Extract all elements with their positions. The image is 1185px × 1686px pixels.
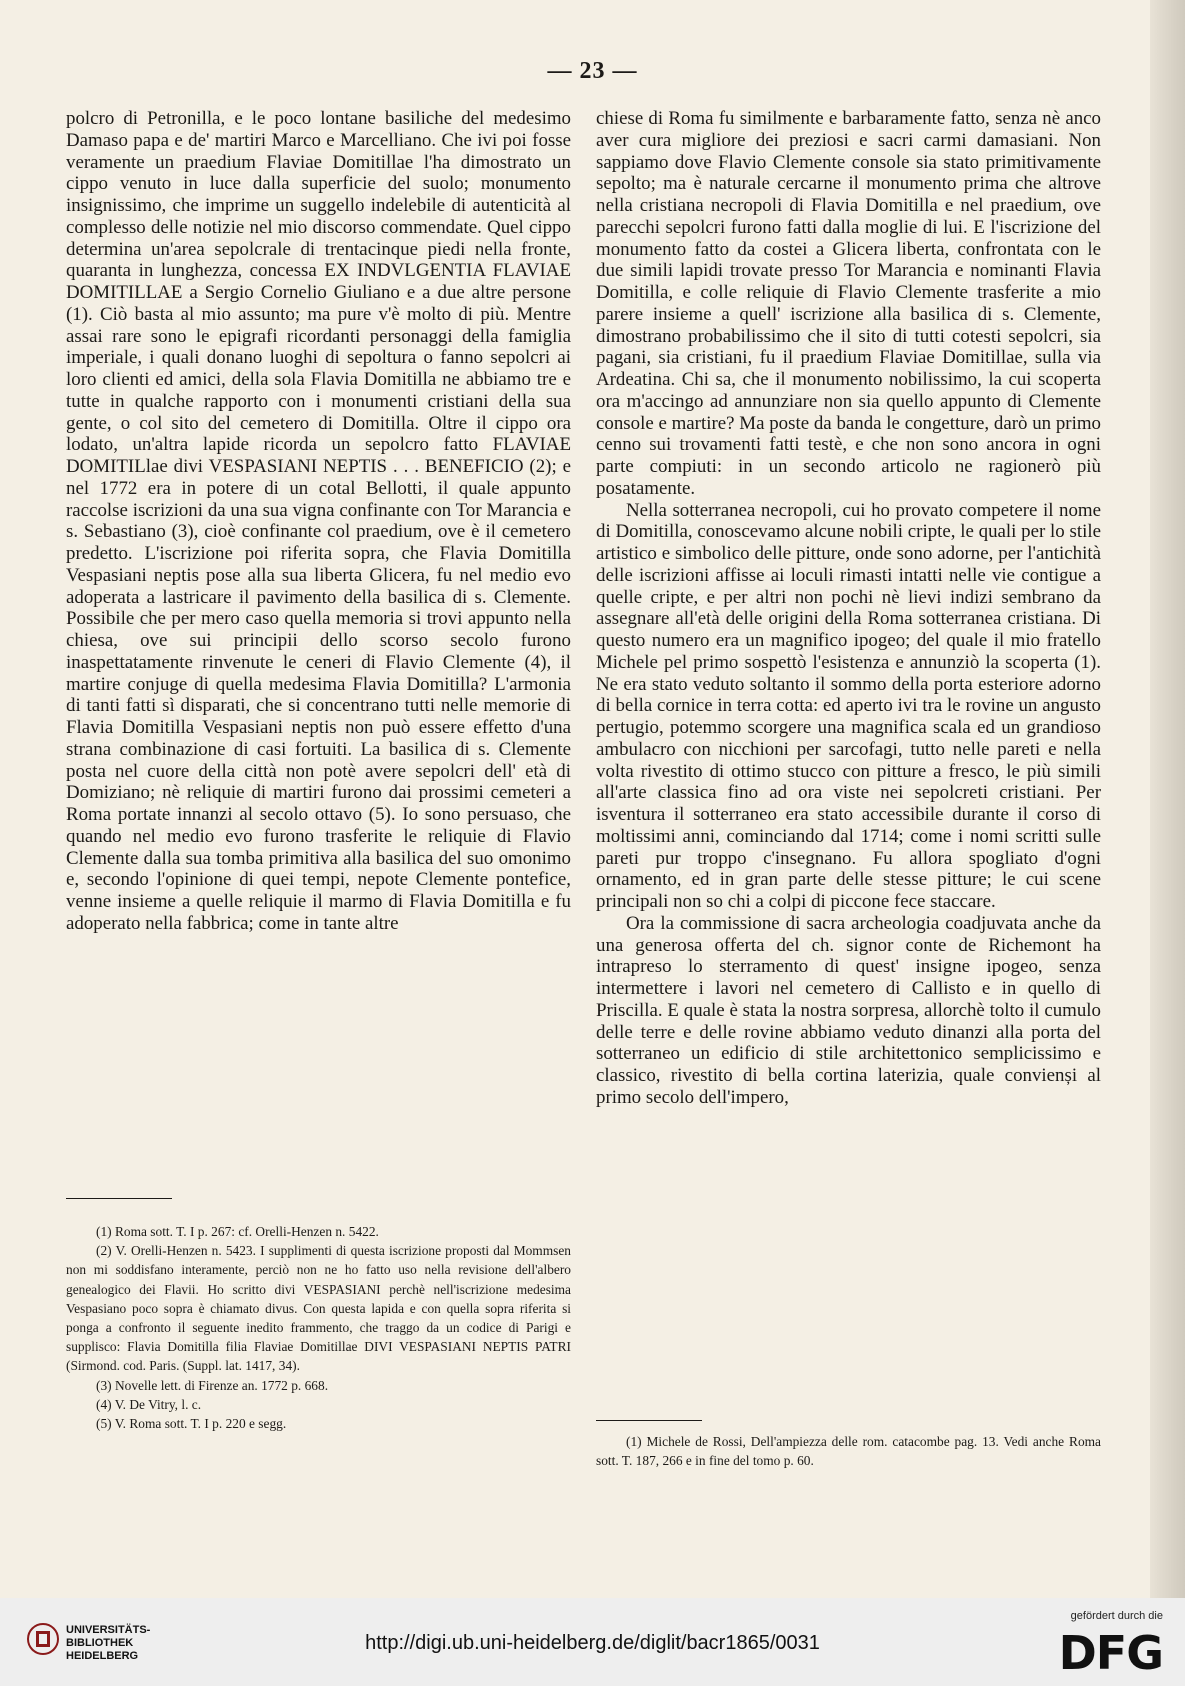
library-name: UNIVERSITÄTS- BIBLIOTHEK HEIDELBERG	[66, 1624, 151, 1662]
footnote: (2) V. Orelli-Henzen n. 5423. I supplimenti di questa iscrizione proposti dal Mommsen non mi soddisfano interamente, perciò non ne ho fatto uso nella revisione dell'albero genealogico dei Flavii. Ho scritto divi VESPASIANI perchè nell'iscrizione medesima Vespasiano poco sopra è chiamato divus. Con questa lapida e con quella sopra riferita si ponga a confronto il seguente inedito frammento, che traggo da un codice di Parigi e supplisco: Flavia Domitilla filia Flaviae Domitillae DIVI VESPASIANI NEPTIS PATRI (Sirmond. cod. Paris. (Suppl. lat. 1417, 34).	[66, 1243, 571, 1374]
left-column-paragraph: polcro di Petronilla, e le poco lontane basiliche del medesimo Damaso papa e de' martiri Marco e Marcelliano. Che ivi poi fosse veramente un praedium Flaviae Domitillae l'ha dimostrato un cippo venuto in luce dalla superficie del suolo; monumento insignissimo, che imprime un suggello indelebile di autenticità al complesso delle notizie nel mio discorso commendate. Quel cippo determina un'area sepolcrale di trentacinque piedi nella fronte, quaranta in lunghezza, concessa EX INDVLGENTIA FLAVIAE DOMITILLAE a Sergio Cornelio Giuliano e a due altre persone (1). Ciò basta al mio assunto; ma pure v'è molto di più. Mentre assai rare sono le epigrafi ricordanti personaggi della famiglia imperiale, i quali donano luoghi di sepoltura o fanno sepolcri ai loro clienti ed amici, della sola Flavia Domitilla ne abbiamo tre e tutte in qualche rapporto con i monumenti cristiani della sua gente, o col sito del cemetero di Domitilla. Oltre il cippo ora lodato, un'altra lapide ricorda un sepolcro fatto FLAVIAE DOMITILlae divi VESPASIANI NEPTIS . . . BENEFICIO (2); e nel 1772 era in potere di un cotal Bellotti, il quale appunto raccolse iscrizioni da una sua vigna confinante con Tor Marancia e s. Sebastiano (3), cioè confinante col praedium, ove è il cemetero predetto. L'iscrizione poi riferita sopra, che Flavia Domitilla Vespasiani neptis pose alla sua liberta Glicera, fu nel medio evo adoperata a lastricare il pavimento della basilica di s. Clemente. Possibile che per mero caso quella memoria si trovi appunto nella chiesa, ove sui principii dello scorso secolo furono inaspettatamente rinvenute le ceneri di Flavio Clemente (4), il martire conjuge di quella medesima Flavia Domitilla? L'armonia di tanti fatti sì disparati, che si concentrano tutti nelle memorie di Flavia Domitilla Vespasiani neptis non può essere effetto d'una strana combinazione di casi fortuiti. La basilica di s. Clemente posta nel cuore della città non potè avere sepolcri dell' età di Domiziano; nè reliquie di martiri furono dai prossimi cemeteri a Roma portate innanzi al secolo ottavo (5). Io sono persuaso, che quando nel medio evo furono trasferite le reliquie di Flavio Clemente dalla sua tomba primitiva alla basilica del suo omonimo e, secondo l'opinione di quei tempi, nepote Clemente pontefice, venne insieme a quelle reliquie il marmo di Flavia Domitilla e fu adoperato nella fabbrica; come in tante altre	[66, 108, 571, 934]
right-column-paragraph: Nella sotterranea necropoli, cui ho provato competere il nome di Domitilla, conoscevamo alcune nobili cripte, le quali per lo stile artistico e simbolico delle pitture, onde sono adorne, per l'antichità delle iscrizioni affisse ai loculi rimasti intatti nelle vie contigue a quelle cripte, e per altri non pochi nè lievi indizi sembrano da assegnare all'età delle origini della Roma sotterranea cristiana. Di questo numero era un magnifico ipogeo; del quale il mio fratello Michele pel primo sospettò l'esistenza e annunziò la scoperta (1). Ne era stato veduto soltanto il sommo della porta esteriore adorno di bella cornice in terra cotta: ed aperto ivi tra le rovine un angusto pertugio, potemmo scorgere una magnifica scala ed un grandioso ambulacro con nicchioni per sarcofagi, tutto nelle pareti e nella volta rivestito di ottimo stucco con pitture a fresco, le più simili all'arte classica fino ad ora viste nei sepolcreti cristiani. Per isventura il sotterraneo era stato accessibile durante il corso di moltissimi anni, cominciando dal 1714; come i nomi scritti sulle pareti pur troppo c'insegnano. Fu allora spogliato d'ogni ornamento, ed in gran parte delle stesse pitture; le cui scene principali non so chi a colpi di piccone fece staccare.	[596, 499, 1101, 912]
footnote: (1) Michele de Rossi, Dell'ampiezza delle rom. catacombe pag. 13. Vedi anche Roma sott. T. 187, 266 e in fine del tomo p. 60.	[596, 1434, 1101, 1469]
right-column-paragraph: chiese di Roma fu similmente e barbaramente fatto, senza nè anco aver cura migliore dei preziosi e sacri carmi damasiani. Non sappiamo dove Flavio Clemente console sia stato primitivamente sepolto; ma è naturale cercarne il monumento prima che altrove nella cristiana necropoli di Flavia Domitilla e nel praedium, ove parecchi sepolcri furono fatti dalla moglie di lui. E l'iscrizione del monumento fatto da costei a Glicera liberta, confrontata con le due simili lapidi trovate presso Tor Marancia e nominanti Flavia Domitilla, e colle reliquie di Flavio Clemente trasferite a mio parere insieme a quell' iscrizione alla basilica di s. Clemente, dimostrano probabilissimo che il sito di tutti cotesti sepolcri, sia pagani, sia cristiani, fu il praedium Flaviae Domitillae, sulla via Ardeatina. Chi sa, che il monumento nobilissimo, la cui scoperta ora m'accingo ad annunziare non sia quello appunto di Clemente console e martire? Ma poste da banda le congetture, darò un primo cenno sui trovamenti fatti testè, e che non sono ancora in ogni parte compiuti: in un secondo articolo ne ragionerò più posatamente.	[596, 108, 1101, 499]
right-column-paragraph: Ora la commissione di sacra archeologia coadjuvata anche da una generosa offerta del ch. signor conte de Richemont ha intrapreso lo sterramento di quest' insigne ipogeo, senza intermettere i lavori nel cemetero di Callisto e in quello di Priscilla. E quale è stata la nostra sorpresa, allorchè tolto il cumulo delle terre e delle rovine abbiamo veduto dinanzi alla porta del sotterraneo un edificio di stile architettonico semplicissimo e classico, rivestito di bella cortina laterizia, quale convienși al primo secolo dell'impero,	[596, 912, 1101, 1108]
footnote: (3) Novelle lett. di Firenze an. 1772 p. 668.	[96, 1377, 329, 1393]
permalink-url[interactable]: http://digi.ub.uni-heidelberg.de/diglit/bacr1865/0031	[365, 1632, 820, 1654]
viewer-footer	[0, 1598, 1185, 1686]
funded-by-label: gefördert durch die	[1070, 1610, 1163, 1622]
footnote-rule-left	[66, 1198, 172, 1199]
left-column	[66, 108, 571, 935]
footnote-rule-right	[596, 1420, 702, 1421]
footnote: (5) V. Roma sott. T. I p. 220 e segg.	[96, 1416, 287, 1432]
page-number: — 23 —	[547, 58, 638, 84]
page-edge-shadow	[1150, 0, 1185, 1598]
footnote: (4) V. De Vitry, l. c.	[96, 1396, 202, 1412]
right-footnotes	[596, 1432, 1101, 1470]
footnote: (1) Roma sott. T. I p. 267: cf. Orelli-Henzen n. 5422.	[96, 1224, 379, 1239]
left-footnotes	[66, 1222, 571, 1433]
right-column	[596, 108, 1101, 1109]
dfg-logo[interactable]: DFG	[1058, 1626, 1163, 1680]
